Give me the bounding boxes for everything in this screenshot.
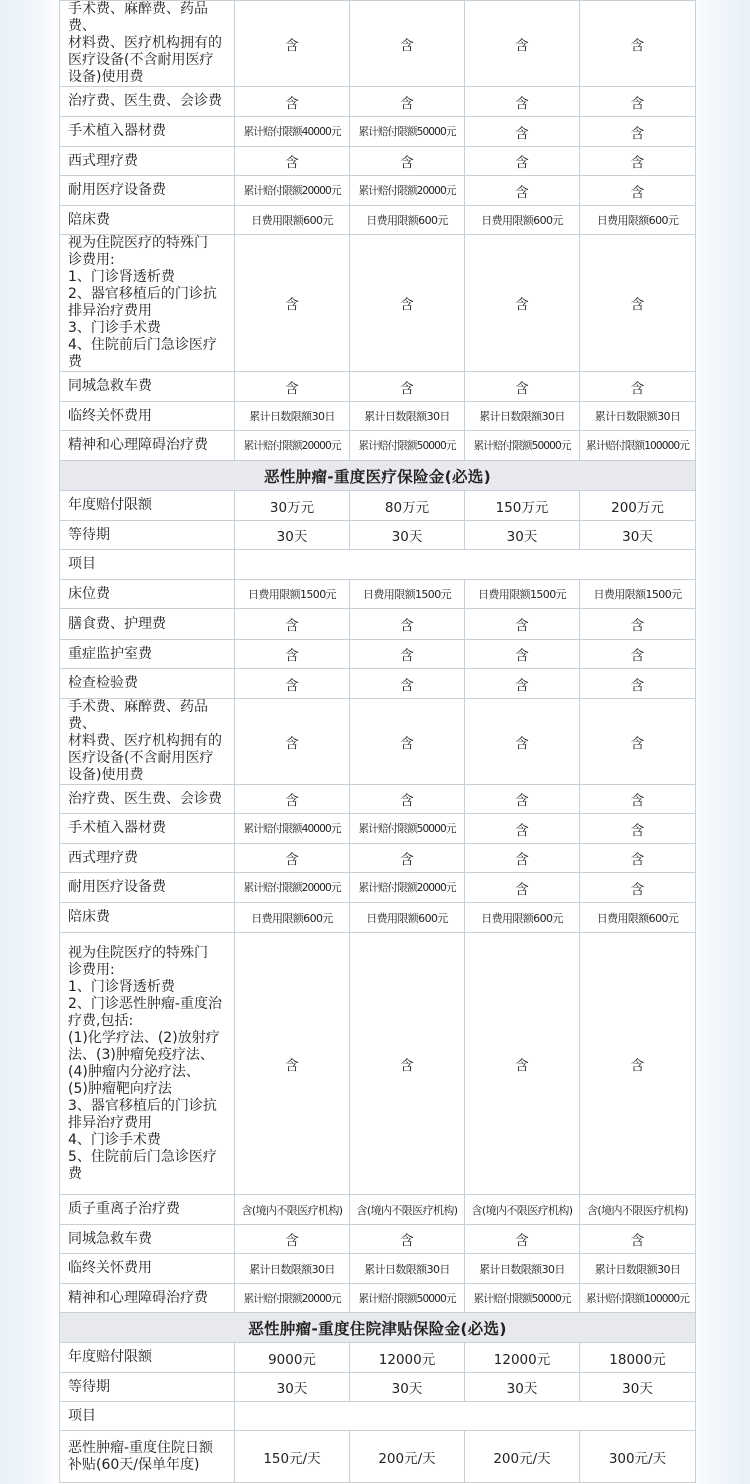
plan-value-cell: 含 [235,147,350,176]
plan-value-cell: 含 [235,785,350,814]
row-label [60,431,235,461]
table-row [60,117,696,147]
plan-value-cell: 含 [580,176,696,206]
plan-value-cell: 含 [235,1,350,87]
section-title: 恶性肿瘤-重度医疗保险金(必选) [60,461,696,491]
row-label-line: 诊费用: [68,252,115,268]
row-label-line: 等待期 [68,1378,110,1395]
row-label [60,873,235,903]
empty-cell [235,550,696,580]
plan-value-cell: 累计日数限额30日 [235,402,350,431]
row-label [60,814,235,844]
row-label [60,491,235,521]
plan-value-cell: 含(境内不限医疗机构) [235,1195,350,1225]
plan-value-cell: 累计赔付限额20000元 [350,176,465,206]
table-row [60,1195,696,1225]
plan-value-cell: 含 [350,1,465,87]
plan-value-cell: 累计赔付限额50000元 [350,431,465,461]
plan-value-cell: 12000元 [350,1343,465,1373]
plan-value-cell: 含 [465,87,580,117]
table-row [60,550,696,580]
coverage-table [59,0,696,1483]
plan-value-cell: 日费用限额600元 [235,903,350,933]
row-label-line: 陪床费 [68,909,110,925]
plan-value-cell: 150元/天 [235,1431,350,1483]
row-label-line: 检查检验费 [68,675,138,691]
row-label-line: 视为住院医疗的特殊门 [68,944,208,961]
plan-value-cell: 含 [465,372,580,402]
row-label-line: 治疗费、医生费、会诊费 [68,93,222,109]
table-row [60,176,696,206]
row-label-line: 3、器官移植后的门诊抗 [68,1097,217,1114]
plan-value-cell: 30天 [235,521,350,550]
row-label-line: 重症监护室费 [68,645,152,662]
row-label [60,87,235,117]
row-label-line: 4、住院前后门急诊医疗费 [68,337,217,370]
plan-value-cell: 含 [465,117,580,147]
plan-value-cell: 累计赔付限额20000元 [350,873,465,903]
plan-value-cell: 日费用限额600元 [350,206,465,235]
row-label-line: 耐用医疗设备费 [68,182,166,198]
plan-value-cell: 含 [235,669,350,699]
table-row [60,431,696,461]
plan-value-cell: 200元/天 [465,1431,580,1483]
plan-value-cell: 含 [580,1,696,87]
plan-value-cell: 30天 [465,1373,580,1402]
plan-value-cell: 30天 [580,521,696,550]
plan-value-cell: 含 [580,235,696,372]
plan-value-cell: 含 [465,669,580,699]
row-label-line: 手术费、麻醉费、药品费、 [68,699,208,732]
row-label-line: 材料费、医疗机构拥有的 [68,733,222,749]
plan-value-cell: 含 [465,699,580,785]
row-label-line: 1、门诊肾透析费 [68,269,175,285]
plan-value-cell: 150万元 [465,491,580,521]
plan-value-cell: 累计赔付限额50000元 [465,431,580,461]
row-label-line: 等待期 [68,526,110,543]
empty-cell [235,1402,696,1431]
row-label [60,1,235,87]
row-label-line: 床位费 [68,585,110,602]
row-label-line: 视为住院医疗的特殊门 [68,235,208,251]
plan-value-cell: 含 [235,372,350,402]
plan-value-cell: 含 [580,814,696,844]
row-label-line: 精神和心理障碍治疗费 [68,1289,208,1306]
row-label [60,903,235,933]
row-label [60,1402,235,1431]
row-label-line: 手术费、麻醉费、药品费、 [68,1,208,34]
row-label-line: 项目 [68,556,96,572]
row-label-line: (4)肿瘤内分泌疗法、 [68,1063,200,1080]
row-label [60,235,235,372]
row-label-line: 临终关怀费用 [68,1260,152,1276]
plan-value-cell: 含 [350,640,465,669]
plan-value-cell: 日费用限额600元 [350,903,465,933]
row-label-line: 设备)使用费 [68,767,144,783]
plan-value-cell: 200万元 [580,491,696,521]
row-label [60,609,235,640]
plan-value-cell: 30天 [465,521,580,550]
row-label [60,844,235,873]
row-label-line: 法、(3)肿瘤免疫疗法、 [68,1046,214,1063]
row-label [60,521,235,550]
row-label-line: 手术植入器材费 [68,820,166,836]
plan-value-cell: 含 [580,117,696,147]
plan-value-cell: 含 [235,844,350,873]
plan-value-cell: 含 [465,814,580,844]
plan-value-cell: 9000元 [235,1343,350,1373]
table-row [60,580,696,609]
plan-value-cell: 30天 [580,1373,696,1402]
row-label-line: 5、住院前后门急诊医疗费 [68,1148,217,1182]
row-label-line: 西式理疗费 [68,152,138,169]
table-row [60,206,696,235]
row-label-line: 排异治疗费用 [68,303,152,319]
plan-value-cell: 含 [465,785,580,814]
plan-value-cell: 含 [350,699,465,785]
plan-value-cell: 含 [235,609,350,640]
row-label-line: 材料费、医疗机构拥有的 [68,35,222,51]
row-label [60,372,235,402]
table-row [60,1402,696,1431]
row-label [60,206,235,235]
row-label-line: 补贴(60天/保单年度) [68,1456,200,1473]
table-row [60,609,696,640]
plan-value-cell: 含 [465,1,580,87]
table-row [60,147,696,176]
plan-value-cell: 累计赔付限额100000元 [580,1284,696,1313]
plan-value-cell: 含 [580,699,696,785]
plan-value-cell: 含 [465,873,580,903]
table-row [60,640,696,669]
plan-value-cell: 累计赔付限额40000元 [235,117,350,147]
section-header [60,461,696,491]
plan-value-cell: 含 [580,609,696,640]
row-label [60,550,235,580]
plan-value-cell: 累计赔付限额50000元 [350,1284,465,1313]
plan-value-cell: 含 [465,147,580,176]
coverage-table-container [59,0,695,1483]
row-label-line: 同城急救车费 [68,378,152,394]
plan-value-cell: 18000元 [580,1343,696,1373]
row-label [60,669,235,699]
plan-value-cell: 含 [350,669,465,699]
plan-value-cell: 含 [580,933,696,1195]
table-row [60,785,696,814]
plan-value-cell: 含 [235,235,350,372]
row-label-line: 医疗设备(不含耐用医疗 [68,750,214,766]
plan-value-cell: 含 [350,933,465,1195]
row-label-line: 质子重离子治疗费 [68,1201,180,1217]
row-label-line: 手术植入器材费 [68,123,166,139]
table-row [60,814,696,844]
table-row [60,235,696,372]
plan-value-cell: 累计赔付限额100000元 [580,431,696,461]
plan-value-cell: 含 [235,1225,350,1254]
plan-value-cell: 含 [580,873,696,903]
plan-value-cell: 含 [350,844,465,873]
row-label-line: (5)肿瘤靶向疗法 [68,1080,172,1097]
plan-value-cell: 累计赔付限额20000元 [235,431,350,461]
table-row [60,933,696,1195]
row-label-line: 疗费,包括: [68,1012,134,1029]
table-row [60,402,696,431]
plan-value-cell: 含 [580,372,696,402]
table-row [60,873,696,903]
row-label-line: 设备)使用费 [68,69,144,85]
table-row [60,1225,696,1254]
row-label [60,147,235,176]
table-row [60,87,696,117]
plan-value-cell: 日费用限额600元 [235,206,350,235]
table-row [60,491,696,521]
plan-value-cell: 含 [350,609,465,640]
plan-value-cell: 含 [235,933,350,1195]
row-label-line: 4、门诊手术费 [68,1131,161,1148]
plan-value-cell: 30天 [350,521,465,550]
plan-value-cell: 含 [580,669,696,699]
plan-value-cell: 累计赔付限额20000元 [235,1284,350,1313]
table-row [60,1284,696,1313]
row-label [60,1284,235,1313]
plan-value-cell: 含 [465,933,580,1195]
row-label-line: 诊费用: [68,961,115,978]
section-title: 恶性肿瘤-重度住院津贴保险金(必选) [60,1313,696,1343]
plan-value-cell: 含 [350,1225,465,1254]
plan-value-cell: 累计日数限额30日 [465,1254,580,1284]
row-label-line: 恶性肿瘤-重度住院日额 [68,1439,214,1456]
row-label-line: 排异治疗费用 [68,1114,152,1131]
table-row [60,1,696,87]
plan-value-cell: 含 [580,1225,696,1254]
plan-value-cell: 含 [235,87,350,117]
plan-value-cell: 累计赔付限额50000元 [350,117,465,147]
row-label [60,785,235,814]
plan-value-cell: 日费用限额600元 [580,903,696,933]
plan-value-cell: 含 [350,372,465,402]
table-row [60,1373,696,1402]
table-row [60,1431,696,1483]
plan-value-cell: 累计日数限额30日 [350,402,465,431]
row-label-line: 膳食费、护理费 [68,615,166,632]
plan-value-cell: 含 [465,640,580,669]
row-label [60,117,235,147]
plan-value-cell: 含 [465,235,580,372]
table-row [60,844,696,873]
plan-value-cell: 200元/天 [350,1431,465,1483]
plan-value-cell: 含 [465,844,580,873]
plan-value-cell: 30天 [350,1373,465,1402]
row-label-line: 精神和心理障碍治疗费 [68,437,208,453]
plan-value-cell: 含 [350,87,465,117]
plan-value-cell: 12000元 [465,1343,580,1373]
row-label-line: 1、门诊肾透析费 [68,978,175,995]
plan-value-cell: 累计赔付限额50000元 [350,814,465,844]
row-label [60,402,235,431]
table-row [60,903,696,933]
row-label [60,699,235,785]
plan-value-cell: 含 [580,147,696,176]
plan-value-cell: 含 [465,609,580,640]
plan-value-cell: 累计日数限额30日 [235,1254,350,1284]
row-label-line: 西式理疗费 [68,849,138,866]
row-label-line: 临终关怀费用 [68,407,152,424]
plan-value-cell: 累计赔付限额50000元 [465,1284,580,1313]
row-label-line: 项目 [68,1407,96,1424]
plan-value-cell: 30天 [235,1373,350,1402]
plan-value-cell: 日费用限额600元 [580,206,696,235]
table-row [60,1254,696,1284]
plan-value-cell: 含 [465,1225,580,1254]
row-label-line: 年度赔付限额 [68,1349,152,1365]
plan-value-cell: 日费用限额1500元 [235,580,350,609]
row-label-line: 耐用医疗设备费 [68,879,166,895]
plan-value-cell: 含(境内不限医疗机构) [580,1195,696,1225]
row-label-line: 2、器官移植后的门诊抗 [68,286,217,302]
row-label [60,1431,235,1483]
plan-value-cell: 累计日数限额30日 [350,1254,465,1284]
row-label [60,1254,235,1284]
plan-value-cell: 日费用限额1500元 [580,580,696,609]
row-label [60,1373,235,1402]
plan-value-cell: 含 [350,147,465,176]
plan-value-cell: 含 [580,640,696,669]
plan-value-cell: 累计日数限额30日 [580,1254,696,1284]
row-label [60,580,235,609]
plan-value-cell: 含 [580,87,696,117]
plan-value-cell: 日费用限额1500元 [350,580,465,609]
plan-value-cell: 累计赔付限额20000元 [235,873,350,903]
table-row [60,669,696,699]
table-row [60,372,696,402]
row-label [60,1343,235,1373]
plan-value-cell: 日费用限额1500元 [465,580,580,609]
row-label-line: 医疗设备(不含耐用医疗 [68,52,214,68]
row-label [60,176,235,206]
plan-value-cell: 含 [350,785,465,814]
row-label-line: 3、门诊手术费 [68,320,161,336]
row-label-line: 2、门诊恶性肿瘤-重度治 [68,995,222,1012]
plan-value-cell: 含 [580,785,696,814]
row-label [60,1195,235,1225]
row-label-line: 年度赔付限额 [68,497,152,513]
table-row [60,521,696,550]
table-row [60,1343,696,1373]
row-label-line: 治疗费、医生费、会诊费 [68,790,222,807]
row-label-line: (1)化学疗法、(2)放射疗 [68,1029,220,1046]
plan-value-cell: 含 [235,640,350,669]
plan-value-cell: 80万元 [350,491,465,521]
row-label [60,1225,235,1254]
plan-value-cell: 累计日数限额30日 [465,402,580,431]
plan-value-cell: 累计赔付限额20000元 [235,176,350,206]
row-label [60,640,235,669]
plan-value-cell: 含 [580,844,696,873]
plan-value-cell: 累计赔付限额40000元 [235,814,350,844]
plan-value-cell: 日费用限额600元 [465,206,580,235]
plan-value-cell: 含 [235,699,350,785]
plan-value-cell: 日费用限额600元 [465,903,580,933]
plan-value-cell: 300元/天 [580,1431,696,1483]
plan-value-cell: 累计日数限额30日 [580,402,696,431]
section-header [60,1313,696,1343]
plan-value-cell: 含 [465,176,580,206]
plan-value-cell: 30万元 [235,491,350,521]
plan-value-cell: 含(境内不限医疗机构) [350,1195,465,1225]
plan-value-cell: 含 [350,235,465,372]
row-label [60,933,235,1195]
table-row [60,699,696,785]
plan-value-cell: 含(境内不限医疗机构) [465,1195,580,1225]
row-label-line: 同城急救车费 [68,1230,152,1247]
row-label-line: 陪床费 [68,211,110,228]
